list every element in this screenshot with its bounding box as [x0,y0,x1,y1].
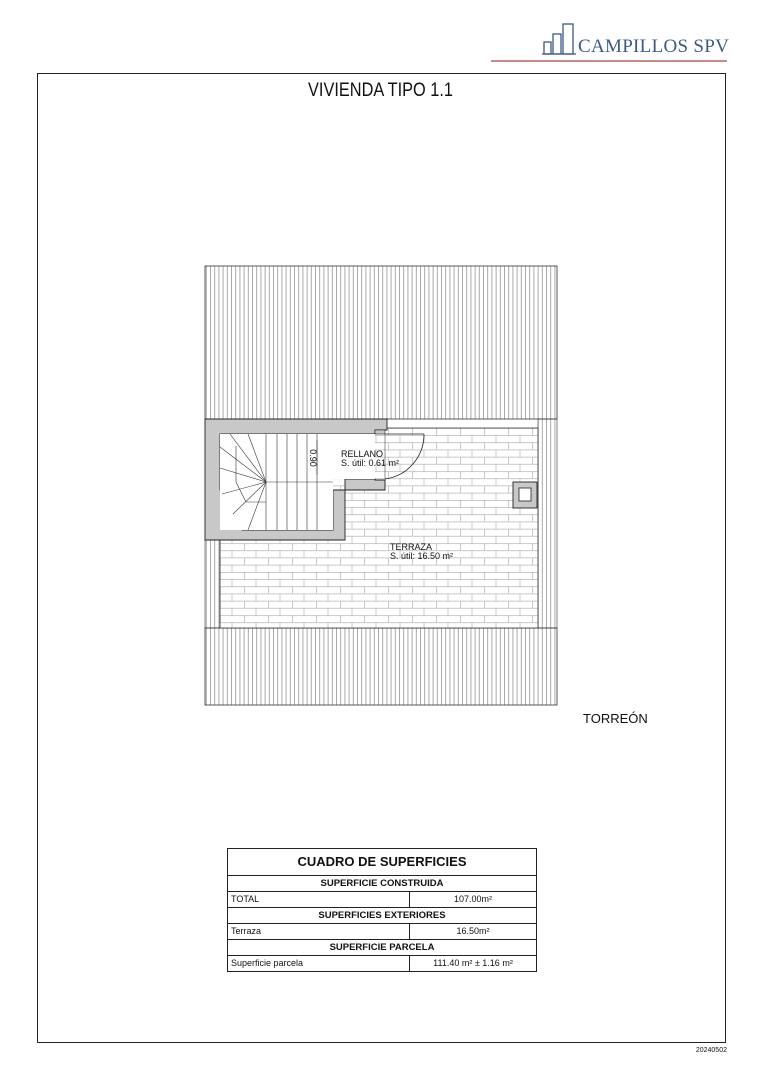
chimney-flue [519,488,531,501]
rellano-name: RELLANO [341,449,384,459]
roof-bottom [205,628,557,705]
table-row [228,892,536,908]
row-value: 111.40 m² ± 1.16 m² [433,958,513,968]
page-title: VIVIENDA TIPO 1.1 [308,80,454,101]
door-width-dimension: 0.90 [307,449,318,467]
brand-name: CAMPILLOS SPV [578,36,730,57]
table-title: CUADRO DE SUPERFICIES [228,849,536,876]
document-code: 20240502 [695,1047,727,1054]
terraza-area: S. útil: 16.50 m² [390,551,454,561]
surface-table [227,848,537,972]
rellano-area: S. útil: 0.61 m² [341,458,400,468]
roof-right-strip [538,419,557,628]
section-heading-construida: SUPERFICIE CONSTRUIDA [228,876,536,892]
table-row [228,924,536,940]
roof-top [205,266,557,419]
row-value: 107.00m² [453,894,493,904]
level-label: TORREÓN [583,711,648,726]
section-heading-parcela: SUPERFICIE PARCELA [228,940,536,956]
row-label: Superficie parcela [228,956,410,971]
terraza-name: TERRAZA [390,542,433,552]
row-value: 16.50m² [456,926,490,936]
table-row [228,956,536,971]
section-heading-exteriores: SUPERFICIES EXTERIORES [228,908,536,924]
row-label: TOTAL [228,892,410,907]
roof-left-strip [205,540,220,628]
wall-cap-upper [375,430,385,434]
row-label: Terraza [228,924,410,939]
